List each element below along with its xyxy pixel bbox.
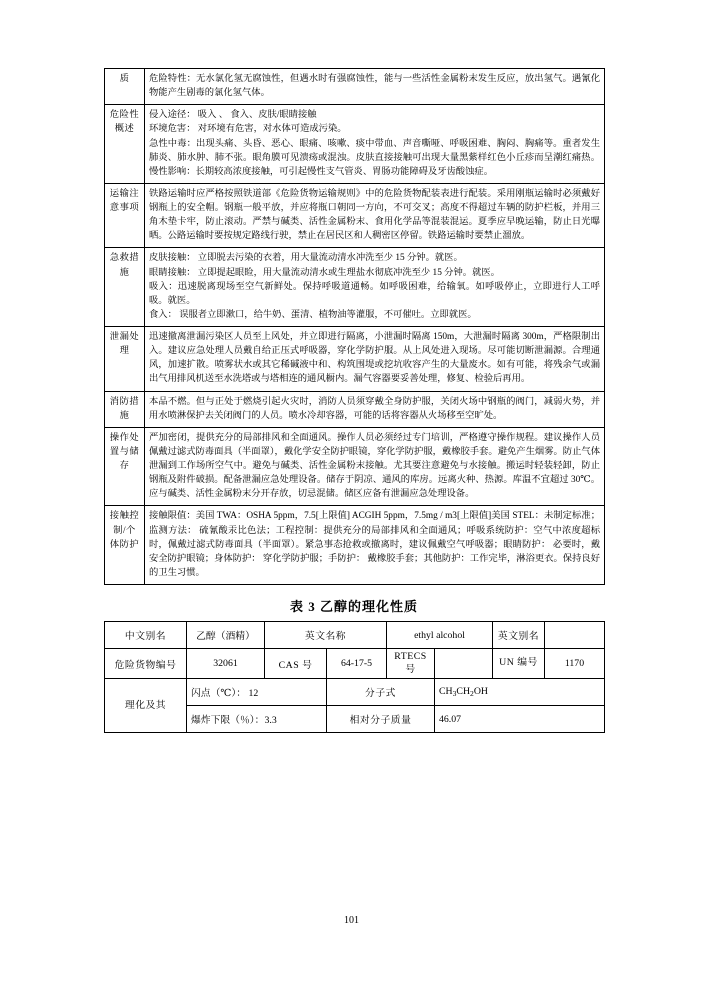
properties-row (105, 622, 605, 649)
un-number-label: UN 编号 (493, 649, 545, 679)
row-body (145, 427, 605, 506)
dangerous-goods-number-value: 32061 (187, 649, 265, 679)
explosion-limit-cell: 爆炸下限（％）：3.3 (187, 706, 327, 733)
row-paragraph: 环境危害： 对环境有危害，对水体可造成污染。 (149, 124, 347, 135)
row-paragraph: 食入： 误服者立即漱口，给牛奶、蛋清、植物油等灌服，不可催吐。立即就医。 (149, 309, 477, 320)
row-label: 接触控制/个体防护 (105, 506, 145, 585)
msds-table (104, 68, 605, 585)
en-name-label: 英文名称 (265, 622, 387, 649)
table-row (105, 327, 605, 392)
rtecs-value (435, 649, 493, 679)
table-row (105, 391, 605, 427)
row-label: 泄漏处理 (105, 327, 145, 392)
molecular-weight-value: 46.07 (435, 706, 605, 733)
page-number: 101 (344, 915, 359, 926)
en-name-value: ethyl alcohol (387, 622, 493, 649)
en-alias-value (545, 622, 605, 649)
row-paragraph: 眼睛接触： 立即提起眼睑，用大量流动清水或生理盐水彻底冲洗至少 15 分钟。就医。 (149, 267, 500, 278)
row-body (145, 391, 605, 427)
row-body (145, 248, 605, 327)
row-paragraph: 严加密闭，提供充分的局部排风和全面通风。操作人员必须经过专门培训，严格遵守操作规程。建议操作人员佩戴过滤式防毒面具（半面罩），戴化学安全防护眼镜，穿化学防护服，戴橡胶手套。避免产生烟雾。防止气体泄漏到工作场所空气中。避免与碱类、活性金属粉末接触。尤其要注意避免与水接触。搬运时轻装轻卸，防止钢瓶及附件破损。配备泄漏应急处理设备。储存于阴凉、通风的库房。远离火种、热源。库温不宜超过 30℃。应与碱类、活性金属粉末分开存放，切忌混储。储区应备有泄漏应急处理设备。 (149, 432, 600, 500)
table-row (105, 427, 605, 506)
properties-row (105, 679, 605, 706)
row-paragraph: 接触限值：美国 TWA：OSHA 5ppm，7.5[上限值] ACGIH 5ppm，7.5mg / m3[上限值]美国 STEL：未制定标准； 监测方法： 硫氰酸汞比色法；工程控制：提供充分的局部排风和全面通风；呼吸系统防护：空气中浓度超标时，佩戴过滤式防毒面具（半面罩）。紧急事态抢救或撤离时，建议佩戴空气呼吸器；眼睛防护： 必要时，戴安全防护眼镜；身体防护： 穿化学防护服；手防护： 戴橡胶手套；其他防护：工作完毕，淋浴更衣。保持良好的卫生习惯。 (149, 511, 600, 578)
rtecs-label: RTECS 号 (387, 649, 435, 679)
row-label: 运输注意事项 (105, 183, 145, 248)
properties-table (104, 621, 605, 733)
page-content (104, 68, 604, 733)
table-row (105, 506, 605, 585)
physicochemical-label: 理化及其 (105, 679, 187, 733)
table-row (105, 248, 605, 327)
row-paragraph: 迅速撤离泄漏污染区人员至上风处，并立即进行隔离，小泄漏时隔离 150m，大泄漏时隔离 300m，严格限制出入。建议应急处理人员戴自给正压式呼吸器，穿化学防护服。从上风处进入现场。尽可能切断泄漏源。合理通风，加速扩散。喷雾状水或其它稀碱液中和、构筑围堤或挖坑收容产生的大量废水。如有可能，将残余气或漏出气用排风机送至水洗塔或与塔相连的通风橱内。漏气容器要妥善处理，修复、检验后再用。 (149, 332, 600, 385)
row-paragraph: 急性中毒：出现头痛、头昏、恶心、眼痛、咳嗽、痰中带血、声音嘶哑、呼吸困难、胸闷、胸痛等。重者发生肺炎、肺水肿、肺不张。眼角膜可见溃疡或混浊。皮肤直接接触可出现大量黑紫样红色小丘疹而呈潮红痛热。慢性影响：长期较高浓度接触，可引起慢性支气管炎、胃肠功能障碍及牙齿酸蚀症。 (149, 138, 600, 177)
row-label: 危险性概述 (105, 105, 145, 184)
table-row (105, 105, 605, 184)
row-paragraph: 皮肤接触： 立即脱去污染的衣着，用大量流动清水冲洗至少 15 分钟。就医。 (149, 253, 463, 264)
row-paragraph: 侵入途径： 吸入 、 食入、皮肤/眼睛接触 (149, 110, 317, 121)
row-body (145, 69, 605, 105)
cas-label: CAS 号 (265, 649, 327, 679)
molecular-weight-label: 相对分子质量 (327, 706, 435, 733)
formula-value: $CH_3CH_2OH$ (435, 679, 605, 706)
un-number-value: 1170 (545, 649, 605, 679)
row-paragraph: 吸入：迅速脱离现场至空气新鲜处。保持呼吸道通畅。如呼吸困难，给输氧。如呼吸停止，立即进行人工呼吸。就医。 (149, 281, 600, 306)
cas-value: 64-17-5 (327, 649, 387, 679)
row-label: 质 (105, 69, 145, 105)
table-row (105, 183, 605, 248)
row-paragraph: 铁路运输时应严格按照铁道部《危险货物运输规则》中的危险货物配装表进行配装。采用刚瓶运输时必须戴好钢瓶上的安全帽。钢瓶一般平放，并应将瓶口朝同一方向，不可交叉；高度不得超过车辆的防护栏板，并用三角木垫卡牢，防止滚动。严禁与碱类、活性金属粉末、食用化学品等混装混运。夏季应早晚运输，防止日光曝晒。公路运输时要按规定路线行驶，禁止在居民区和人稠密区停留。铁路运输时要禁止溜放。 (149, 188, 600, 242)
row-body (145, 506, 605, 585)
cn-alias-label: 中文别名 (105, 622, 187, 649)
row-label: 急救措施 (105, 248, 145, 327)
en-alias-label: 英文别名 (493, 622, 545, 649)
cn-alias-value: 乙醇（酒精） (187, 622, 265, 649)
row-body (145, 105, 605, 184)
table-row (105, 69, 605, 105)
row-label: 操作处置与储存 (105, 427, 145, 506)
row-label: 消防措施 (105, 391, 145, 427)
row-body (145, 183, 605, 248)
formula-label: 分子式 (327, 679, 435, 706)
row-paragraph: 危险特性：无水氯化氢无腐蚀性，但遇水时有强腐蚀性，能与一些活性金属粉末发生反应，放出氢气。遇氰化物能产生剧毒的氯化氢气体。 (149, 74, 600, 99)
row-body (145, 327, 605, 392)
properties-row (105, 649, 605, 679)
dangerous-goods-number-label: 危险货物编号 (105, 649, 187, 679)
flash-point-cell: 闪点（℃）： 12 (187, 679, 327, 706)
row-paragraph: 本品不燃。但与正处于燃烧引起火灾时，消防人员须穿戴全身防护服，关闭火场中钢瓶的阀门，减弱火势，并用水喷淋保护去关闭阀门的人员。喷水冷却容器，可能的话将容器从火场移至空旷处。 (149, 396, 600, 421)
properties-table-title: 表 3 乙醇的理化性质 (289, 599, 418, 614)
